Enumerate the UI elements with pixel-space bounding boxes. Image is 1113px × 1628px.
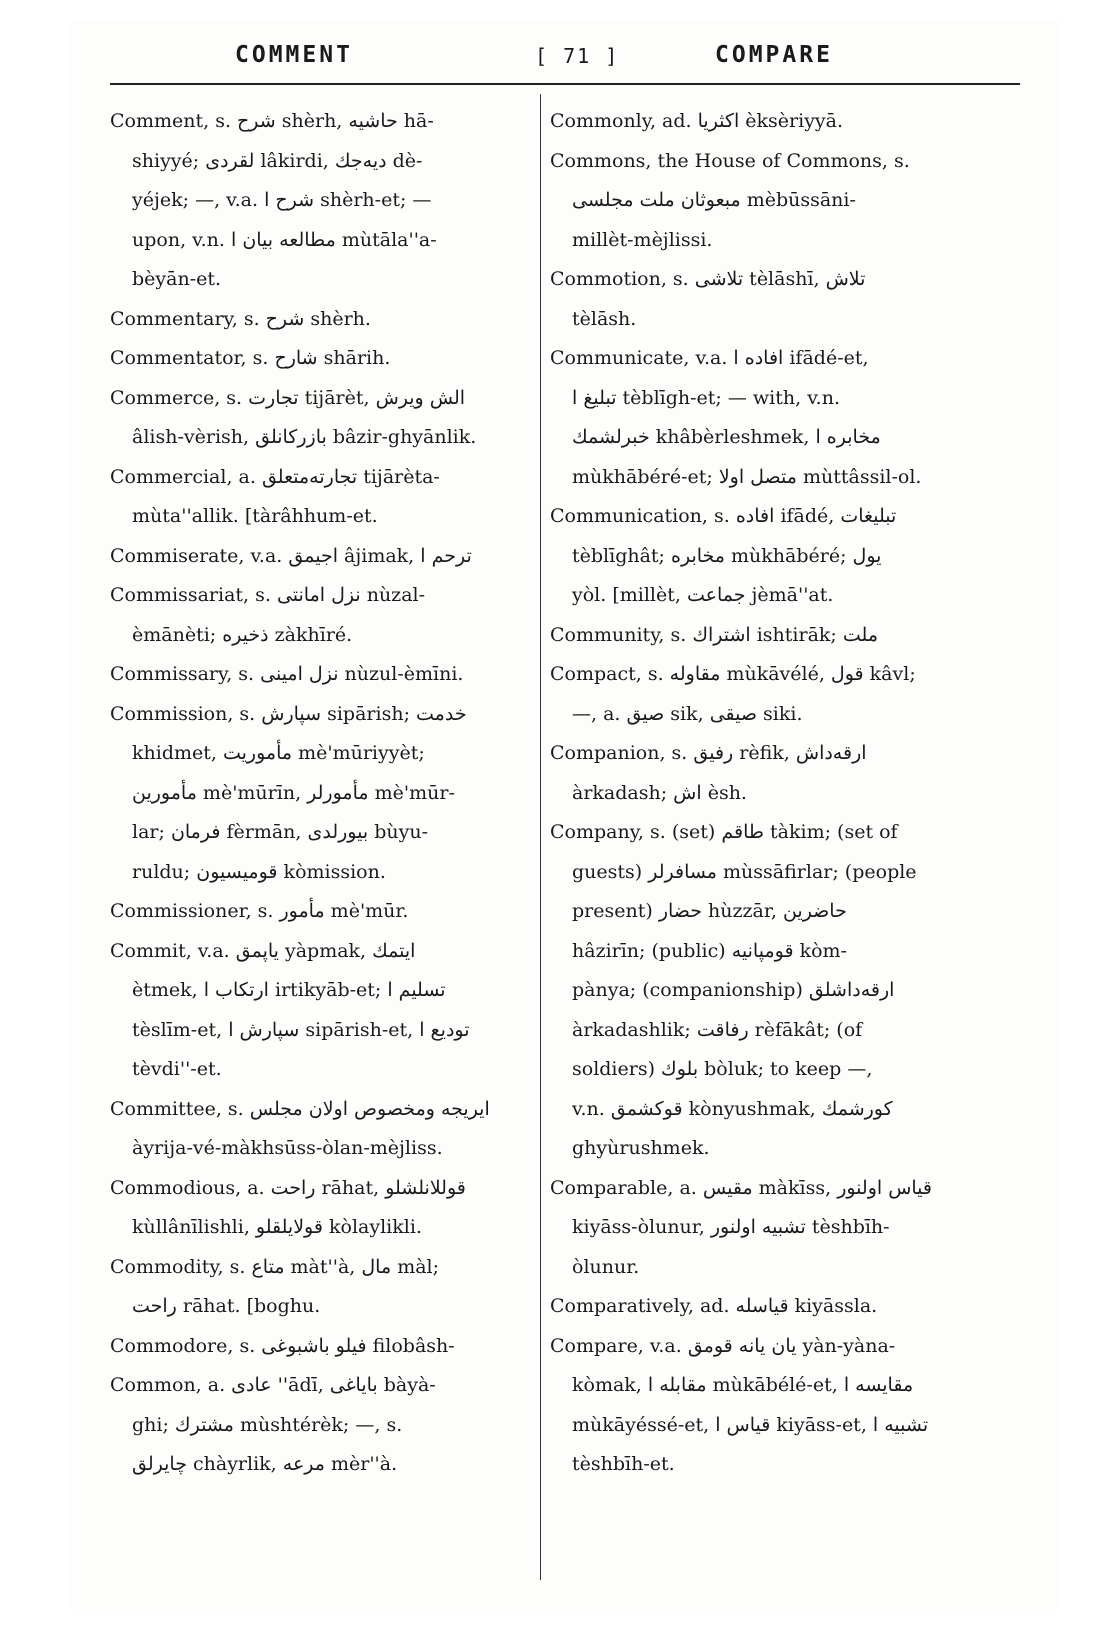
entry-line: guests) مسافرلر mùssāfirlar; (people xyxy=(572,860,917,883)
entry-line: Commit, v.a. یاپمق yàpmak, ایتمك xyxy=(110,939,416,962)
entry-line: millèt-mèjlissi. xyxy=(572,228,713,251)
entry-line: upon, v.n. مطالعه بیان ا mùtāla''a- xyxy=(132,228,437,251)
entry-line: Comment, s. شرح shèrh, حاشیه hā- xyxy=(110,110,434,132)
entry-line: Community, s. اشتراك ishtirāk; ملت xyxy=(550,623,878,646)
entry-line: Committee, s. ایریجه ومخصوص اولان مجلس xyxy=(110,1097,490,1120)
entry-line: hâzirīn; (public) قومپانیه kòm- xyxy=(572,939,847,962)
entry-line: ghyùrushmek. xyxy=(572,1137,710,1159)
entry-line: چایرلق chàyrlik, مرعه mèr''à. xyxy=(132,1453,398,1475)
entry-line: soldiers) بلوك bòluk; to keep —, xyxy=(572,1058,873,1080)
dictionary-page xyxy=(70,20,1060,1610)
header-right-word: COMPARE xyxy=(715,42,833,68)
entry-line: shiyyé; لقردی lâkirdi, دیه‌جك dè- xyxy=(132,149,423,172)
page-number: [ 71 ] xyxy=(535,44,620,68)
header-left-word: COMMENT xyxy=(235,42,353,68)
entry-line: راحت rāhat. [boghu. xyxy=(132,1295,321,1317)
entry-line: Commiserate, v.a. اجیمق âjimak, ترحم ا xyxy=(110,544,472,567)
entry-line: Commerce, s. تجارت tijārèt, الش ویرش xyxy=(110,386,466,409)
entry-line: تبلیغ ا tèblīgh-et; — with, v.n. xyxy=(572,386,840,409)
entry-line: tèslīm-et, سپارش ا sipārish-et, تودیع ا xyxy=(132,1018,470,1041)
entry-line: Companion, s. رفیق rèfik, ارقه‌داش xyxy=(550,742,867,764)
entry-line: tèblīghât; مخابره mùkhābéré; یول xyxy=(572,544,882,567)
entry-line: Commonly, ad. اكثریا èksèriyyā. xyxy=(550,110,844,132)
entry-line: kiyāss-òlunur, تشبیه اولنور tèshbīh- xyxy=(572,1216,890,1238)
entry-line: مبعوثان ملت مجلسی mèbūssāni- xyxy=(572,189,856,211)
entry-line: àrkadashlik; رفاقت rèfākât; (of xyxy=(572,1018,863,1041)
entry-line: Commissariat, s. نزل امانتی nùzal- xyxy=(110,584,426,606)
entry-line: Communication, s. افاده ifādé, تبلیغات xyxy=(550,505,897,527)
entry-line: òlunur. xyxy=(572,1255,640,1278)
left-column xyxy=(110,102,530,1485)
entry-line: مأمورین mè'mūrīn, مأمورلر mè'mūr- xyxy=(132,781,455,804)
entry-line: Commissioner, s. مأمور mè'mūr. xyxy=(110,900,409,922)
entry-line: tèlāsh. xyxy=(572,307,637,330)
entry-line: v.n. قوكشمق kònyushmak, كورشمك xyxy=(572,1097,893,1120)
header-rule xyxy=(110,83,1020,85)
entry-line: yéjek; —, v.a. شرح ا shèrh-et; — xyxy=(132,189,432,211)
entry-line: Commotion, s. تلاشی tèlāshī, تلاش xyxy=(550,268,866,290)
entry-line: ruldu; قومیسیون kòmission. xyxy=(132,860,386,883)
entry-line: Commercial, a. تجارته‌متعلق tijārèta- xyxy=(110,465,440,488)
entry-line: Commission, s. سپارش sipārish; خدمت xyxy=(110,702,467,725)
entry-line: ètmek, ارتكاب ا irtikyāb-et; تسلیم ا xyxy=(132,979,446,1001)
entry-line: àyrija-vé-màkhsūss-òlan-mèjliss. xyxy=(132,1137,443,1159)
entry-line: yòl. [millèt, جماعت jèmā''at. xyxy=(572,584,834,606)
entry-line: tèshbīh-et. xyxy=(572,1453,675,1475)
entry-line: —, a. صیق sik, صیقی siki. xyxy=(572,702,803,725)
entry-line: Commons, the House of Commons, s. xyxy=(550,149,910,172)
entry-line: lar; فرمان fèrmān, بیورلدی bùyu- xyxy=(132,821,428,843)
entry-line: âlish-vèrish, بازرکانلق bâzir-ghyānlik. xyxy=(132,426,477,448)
column-separator xyxy=(540,94,541,1580)
entry-line: Compare, v.a. یان یانه قومق yàn-yàna- xyxy=(550,1334,896,1357)
entry-line: present) حضار hùzzār, حاضرین xyxy=(572,900,847,922)
entry-line: Comparable, a. مقیس màkīss, قیاس اولنور xyxy=(550,1176,932,1199)
entry-line: Commodity, s. متاع màt''à, مال màl; xyxy=(110,1255,440,1278)
entry-line: Common, a. عادی ''ādī, باياغی bàyà- xyxy=(110,1374,436,1396)
entry-line: Commentary, s. شرح shèrh. xyxy=(110,307,371,330)
entry-line: Commissary, s. نزل امینی nùzul-èmīni. xyxy=(110,663,464,685)
entry-line: pànya; (companionship) ارقه‌داشلق xyxy=(572,979,895,1001)
entry-line: خبرلشمك khâbèrleshmek, مخابره ا xyxy=(572,426,881,448)
entry-line: khidmet, مأموریت mè'mūriyyèt; xyxy=(132,742,425,764)
entry-line: ghi; مشترك mùshtérèk; —, s. xyxy=(132,1413,403,1436)
entry-line: mùkhābéré-et; متصل اولا mùttâssil-ol. xyxy=(572,465,922,488)
entry-line: Company, s. (set) طاقم tàkim; (set of xyxy=(550,821,898,843)
right-column xyxy=(550,102,990,1485)
entry-line: bèyān-et. xyxy=(132,268,222,290)
entry-line: èmānèti; ذخیره zàkhīré. xyxy=(132,623,353,646)
entry-line: mùkāyéssé-et, قیاس ا kiyāss-et, تشبیه ا xyxy=(572,1413,929,1436)
entry-line: mùta''allik. [tàrâhhum-et. xyxy=(132,505,378,527)
entry-line: kùllânīlishli, قولایلقلو kòlaylikli. xyxy=(132,1216,422,1238)
entry-line: tèvdi''-et. xyxy=(132,1058,222,1080)
entry-line: Comparatively, ad. قیاسله kiyāssla. xyxy=(550,1295,878,1317)
entry-line: Commentator, s. شارح shārih. xyxy=(110,347,391,369)
entry-line: àrkadash; اش èsh. xyxy=(572,781,747,804)
entry-line: Commodious, a. راحت rāhat, قوللانلشلو xyxy=(110,1176,466,1199)
entry-line: Commodore, s. فیلو باشبوغی filobâsh- xyxy=(110,1334,455,1357)
running-header xyxy=(110,42,1020,82)
entry-line: kòmak, مقابله ا mùkābélé-et, مقایسه ا xyxy=(572,1374,914,1396)
entry-line: Compact, s. مقاوله mùkāvélé, قول kâvl; xyxy=(550,663,916,685)
entry-line: Communicate, v.a. افاده ا ifādé-et, xyxy=(550,347,869,369)
